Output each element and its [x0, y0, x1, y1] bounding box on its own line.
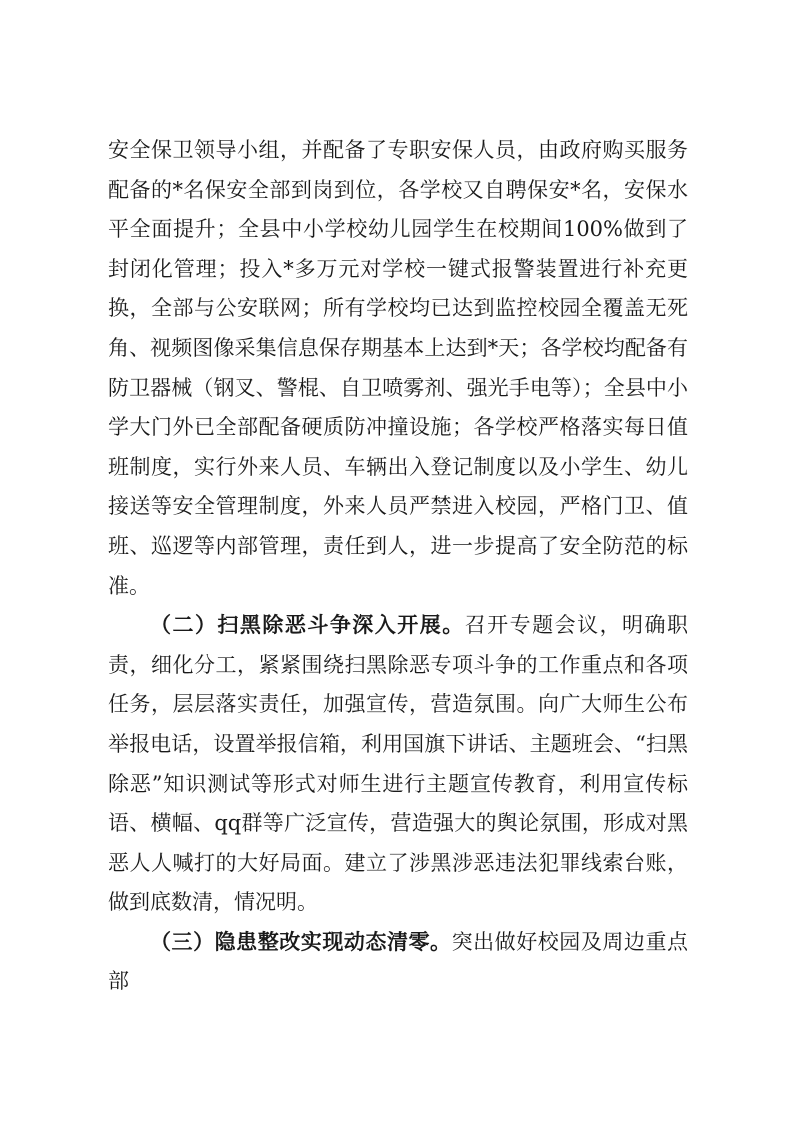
- paragraph-2-text: 召开专题会议，明确职责，细化分工，紧紧围绕扫黑除恶专项斗争的工作重点和各项任务，层层落实责任，加强宣传，营造氛围。向广大师生公布举报电话，设置举报信箱，利用国旗下讲话、主题班会、“扫黑除恶”知识测试等形式对师生进行主题宣传教育，利用宣传标语、横幅、qq群等广泛宣传，营造强大的舆论氛围，形成对黑恶人人喊打的大好局面。建立了涉黑涉恶违法犯罪线索台账，做到底数清，情况明。: [108, 613, 689, 915]
- section-heading-3: （三）隐患整改实现动态清零。: [150, 929, 452, 954]
- paragraph-1-text: 安全保卫领导小组，并配备了专职安保人员，由政府购买服务配备的*名保安全部到岗到位，各学校又自聘保安*名，安保水平全面提升；全县中小学校幼儿园学生在校期间100%做到了封闭化管理；投入*多万元对学校一键式报警装置进行补充更换，全部与公安联网；所有学校均已达到监控校园全覆盖无死角、视频图像采集信息保存期基本上达到*天；各学校均配备有防卫器械（钢叉、警棍、自卫喷雾剂、强光手电等）；全县中小学大门外已全部配备硬质防冲撞设施；各学校严格落实每日值班制度，实行外来人员、车辆出入登记制度以及小学生、幼儿接送等安全管理制度，外来人员严禁进入校园，严格门卫、值班、巡逻等内部管理，责任到人，进一步提高了安全防范的标准。: [108, 138, 688, 598]
- paragraph-3-text: 突出做好校园及周边重点部: [108, 929, 689, 994]
- paragraph-1: [108, 131, 688, 606]
- paragraph-2: [108, 606, 688, 923]
- document-body: [108, 131, 688, 1002]
- section-heading-2: （二）扫黑除恶斗争深入开展。: [150, 613, 465, 638]
- paragraph-3: [108, 923, 688, 1002]
